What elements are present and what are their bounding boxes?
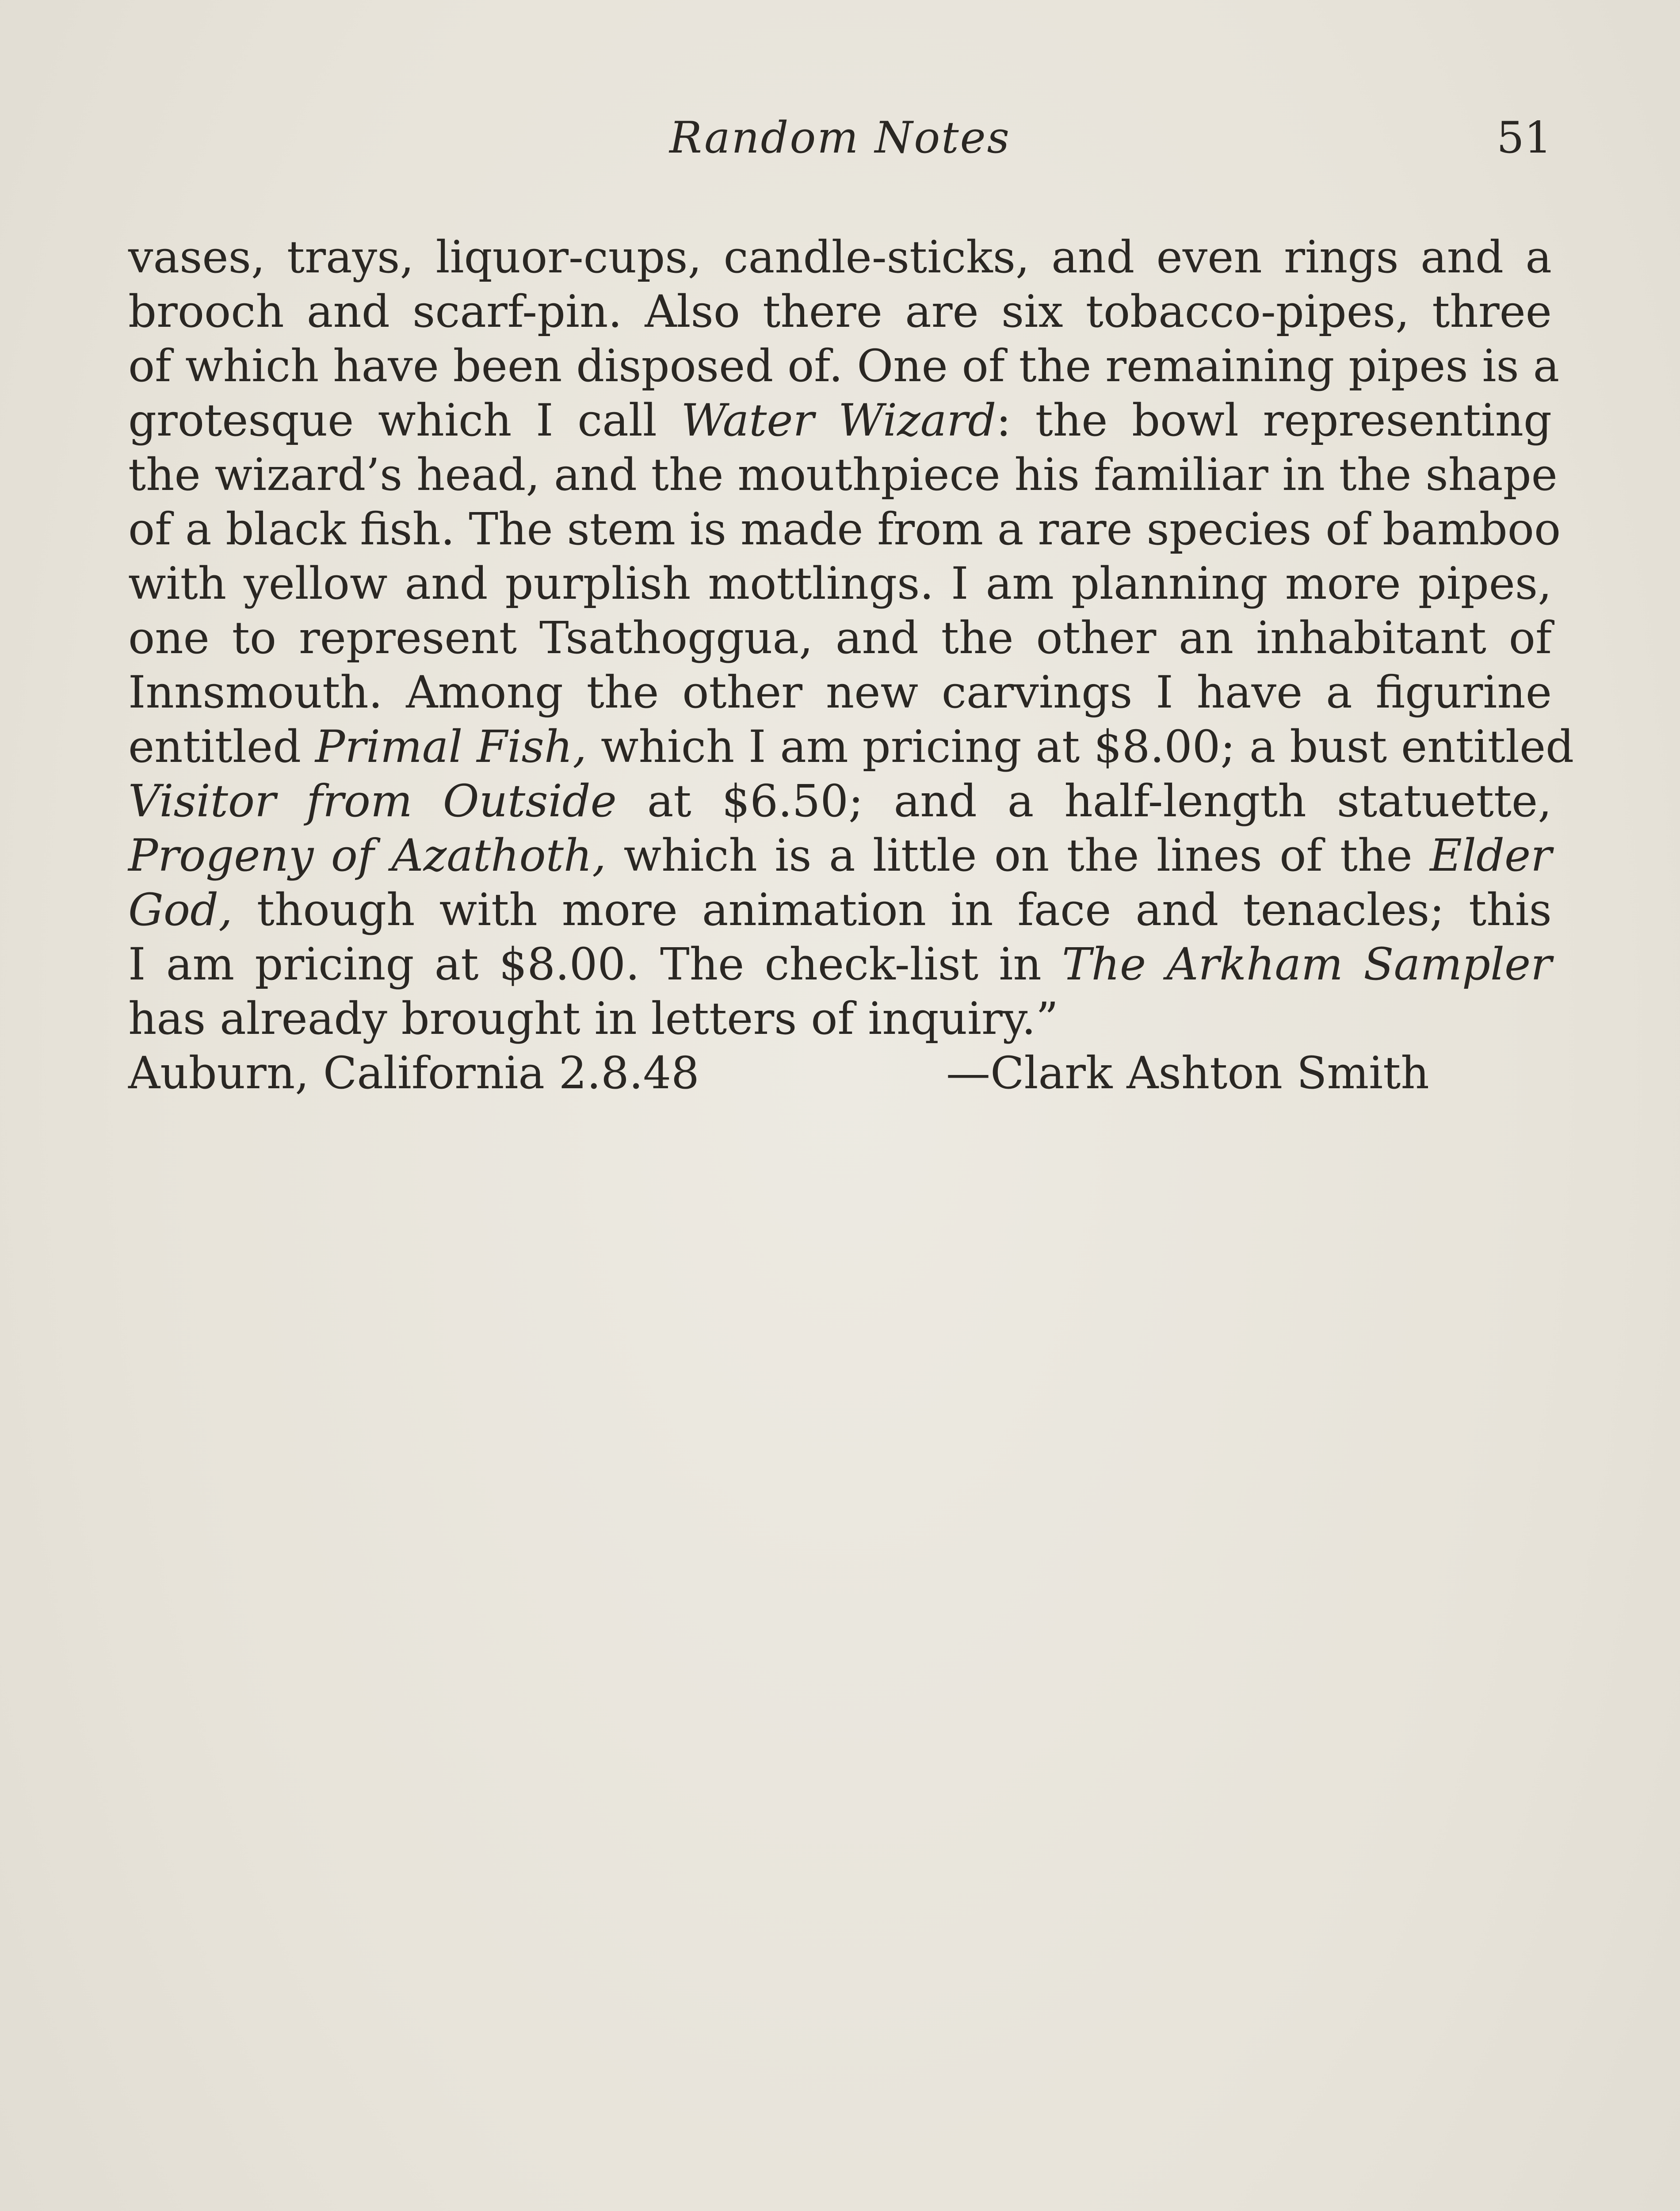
text-line <box>128 448 1558 502</box>
text-run: which is a little on the lines of the <box>606 830 1430 881</box>
text-line <box>128 828 1552 883</box>
italic-title: Elder <box>1430 830 1552 881</box>
text-run: of which have been disposed of. One of the remaining pipes is a <box>128 340 1560 392</box>
text-run: vases, trays, liquor-cups, candle-sticks, and even rings and a <box>128 231 1552 283</box>
text-line <box>128 665 1552 719</box>
text-run: of a black fish. The stem is made from a rare species of bamboo <box>128 503 1561 555</box>
italic-title: The Arkham Sampler <box>1061 938 1552 990</box>
page-number: 51 <box>1497 113 1552 163</box>
body-text <box>128 230 1574 1100</box>
author-name: —Clark Ashton Smith <box>946 1047 1429 1099</box>
text-run: one to represent Tsathoggua, and the other an inhabitant of <box>128 612 1552 664</box>
text-line <box>128 611 1552 665</box>
text-run: though with more animation in face and tenacles; this <box>232 884 1552 936</box>
text-line <box>128 393 1552 448</box>
signature-line <box>128 1046 1552 1100</box>
text-run: at $6.50; and a half-length statuette, <box>616 775 1552 827</box>
text-line <box>128 991 1552 1046</box>
italic-title: God, <box>128 884 233 936</box>
italic-title: Visitor from Outside <box>128 775 617 827</box>
text-line <box>128 719 1574 774</box>
text-run: entitled <box>128 721 315 773</box>
text-line <box>128 284 1552 339</box>
text-line <box>128 339 1560 393</box>
text-run: Innsmouth. Among the other new carvings I have a figurine <box>128 666 1552 718</box>
place-date: Auburn, California 2.8.48 <box>128 1047 699 1099</box>
text-run: which I am pricing at $8.00; a bust entitled <box>587 721 1574 773</box>
text-run: grotesque which I call <box>128 394 681 446</box>
text-run: with yellow and purplish mottlings. I am planning more pipes, <box>128 558 1552 609</box>
italic-title: Primal Fish, <box>315 721 587 773</box>
text-run: : the bowl representing <box>996 394 1552 446</box>
text-run: I am pricing at $8.00. The check-list in <box>128 938 1062 990</box>
text-line <box>128 937 1552 991</box>
page-header <box>128 113 1552 166</box>
running-title: Random Notes <box>669 113 1011 163</box>
text-run: the wizard’s head, and the mouthpiece his familiar in the shape <box>128 449 1558 501</box>
text-line <box>128 502 1561 556</box>
text-run: brooch and scarf-pin. Also there are six tobacco-pipes, three <box>128 286 1552 337</box>
text-line <box>128 230 1552 284</box>
text-line <box>128 556 1552 611</box>
text-line <box>128 774 1552 828</box>
italic-title: Water Wizard <box>681 394 997 446</box>
text-line <box>128 883 1552 937</box>
italic-title: Progeny of Azathoth, <box>128 830 607 881</box>
text-run: has already brought in letters of inquiry.” <box>128 993 1058 1044</box>
